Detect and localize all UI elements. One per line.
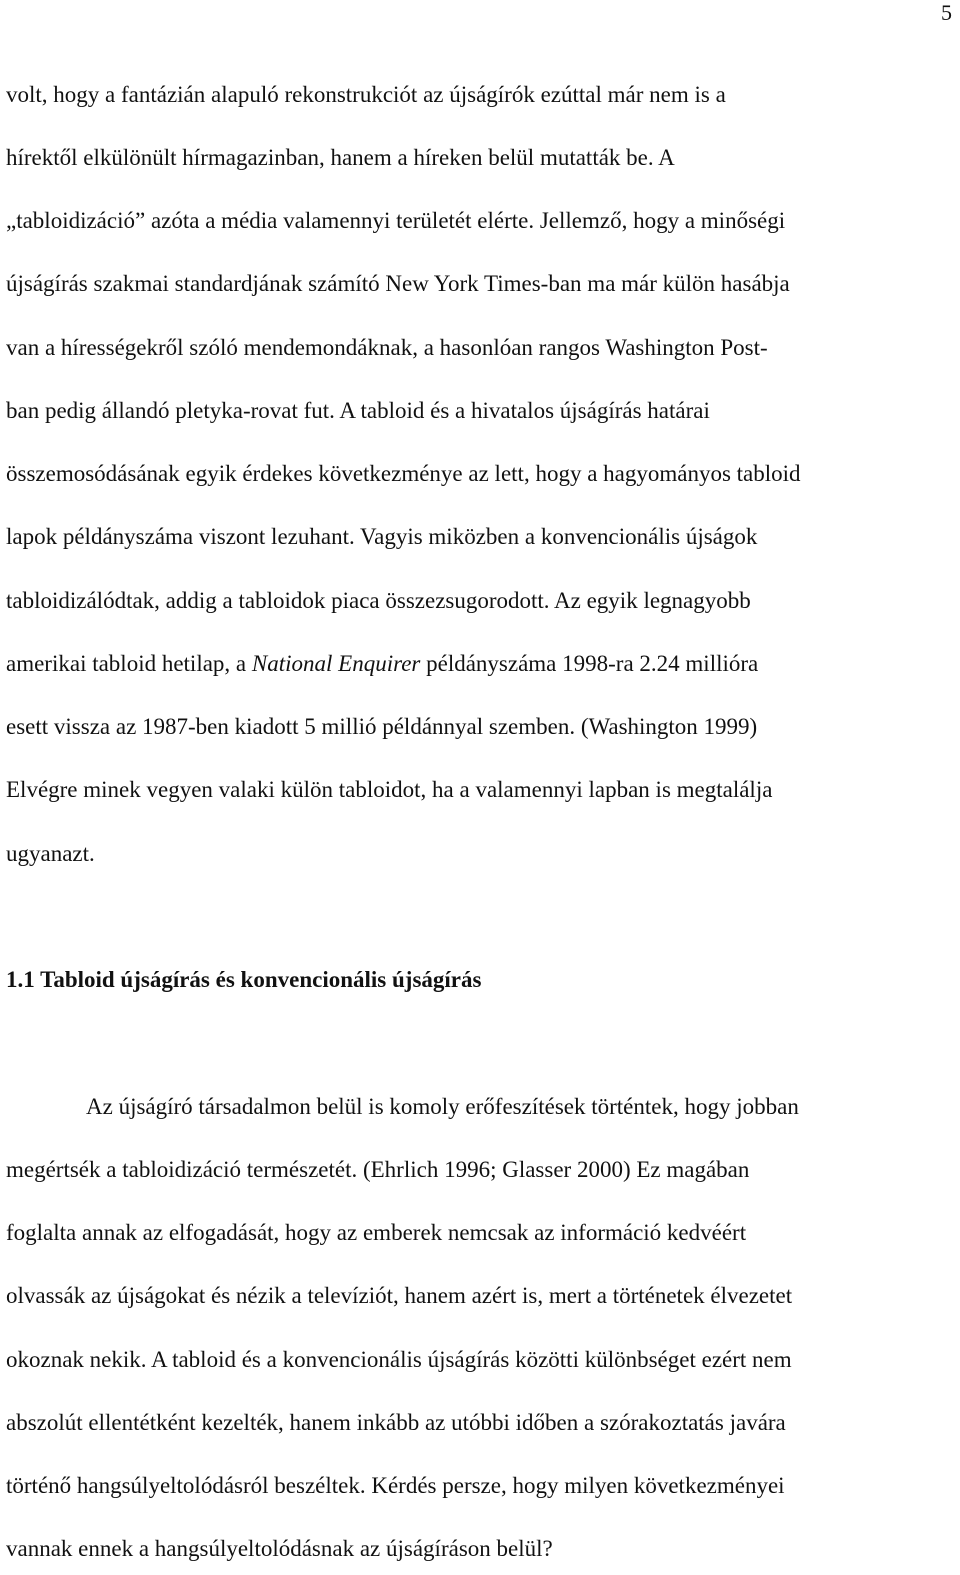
text-line: okoznak nekik. A tabloid és a konvencionális újságírás közötti különbséget ezért nem	[6, 1347, 792, 1372]
text-line: vannak ennek a hangsúlyeltolódásnak az újságíráson belül?	[6, 1536, 553, 1561]
page-number: 5	[941, 0, 952, 25]
text-line: van a hírességekről szóló mendemondáknak, a hasonlóan rangos Washington Post-	[6, 335, 768, 360]
text-line: esett vissza az 1987-ben kiadott 5 millió példánnyal szemben. (Washington 1999)	[6, 714, 758, 739]
text-line: újságírás szakmai standardjának számító New York Times-ban ma már külön hasábja	[6, 271, 790, 296]
text-line: megértsék a tabloidizáció természetét. (Ehrlich 1996; Glasser 2000) Ez magában	[6, 1157, 750, 1182]
text-segment: példányszáma 1998-ra 2.24 millióra	[420, 651, 759, 676]
text-line: Az újságíró társadalmon belül is komoly erőfeszítések történtek, hogy jobban	[86, 1094, 799, 1119]
text-segment: amerikai tabloid hetilap, a	[6, 651, 252, 676]
publication-title: National Enquirer	[251, 651, 421, 676]
text-line: ban pedig állandó pletyka-rovat fut. A tabloid és a hivatalos újságírás határai	[6, 398, 710, 423]
text-line: foglalta annak az elfogadását, hogy az emberek nemcsak az információ kedvéért	[6, 1220, 747, 1245]
text-line: tabloidizálódtak, addig a tabloidok piaca összezsugorodott. Az egyik legnagyobb	[6, 588, 751, 613]
text-line: Elvégre minek vegyen valaki külön tabloidot, ha a valamennyi lapban is megtalálja	[6, 777, 773, 802]
section-heading: 1.1 Tabloid újságírás és konvencionális újságírás	[6, 967, 482, 992]
text-line: olvassák az újságokat és nézik a televíziót, hanem azért is, mert a történetek élvezetet	[6, 1283, 793, 1308]
text-line: volt, hogy a fantázián alapuló rekonstrukciót az újságírók ezúttal már nem is a	[6, 82, 726, 107]
text-line: történő hangsúlyeltolódásról beszéltek. Kérdés persze, hogy milyen következményei	[6, 1473, 785, 1498]
text-line: összemosódásának egyik érdekes következménye az lett, hogy a hagyományos tabloid	[6, 461, 801, 486]
text-line: ugyanazt.	[6, 841, 95, 866]
text-line: abszolút ellentétként kezelték, hanem inkább az utóbbi időben a szórakoztatás javára	[6, 1410, 786, 1435]
text-line: „tabloidizáció” azóta a média valamennyi területét elérte. Jellemző, hogy a minőségi	[6, 208, 786, 233]
text-line: lapok példányszáma viszont lezuhant. Vagyis miközben a konvencionális újságok	[6, 524, 758, 549]
text-line: hírektől elkülönült hírmagazinban, hanem a híreken belül mutatták be. A	[6, 145, 675, 170]
text-line	[6, 650, 758, 678]
